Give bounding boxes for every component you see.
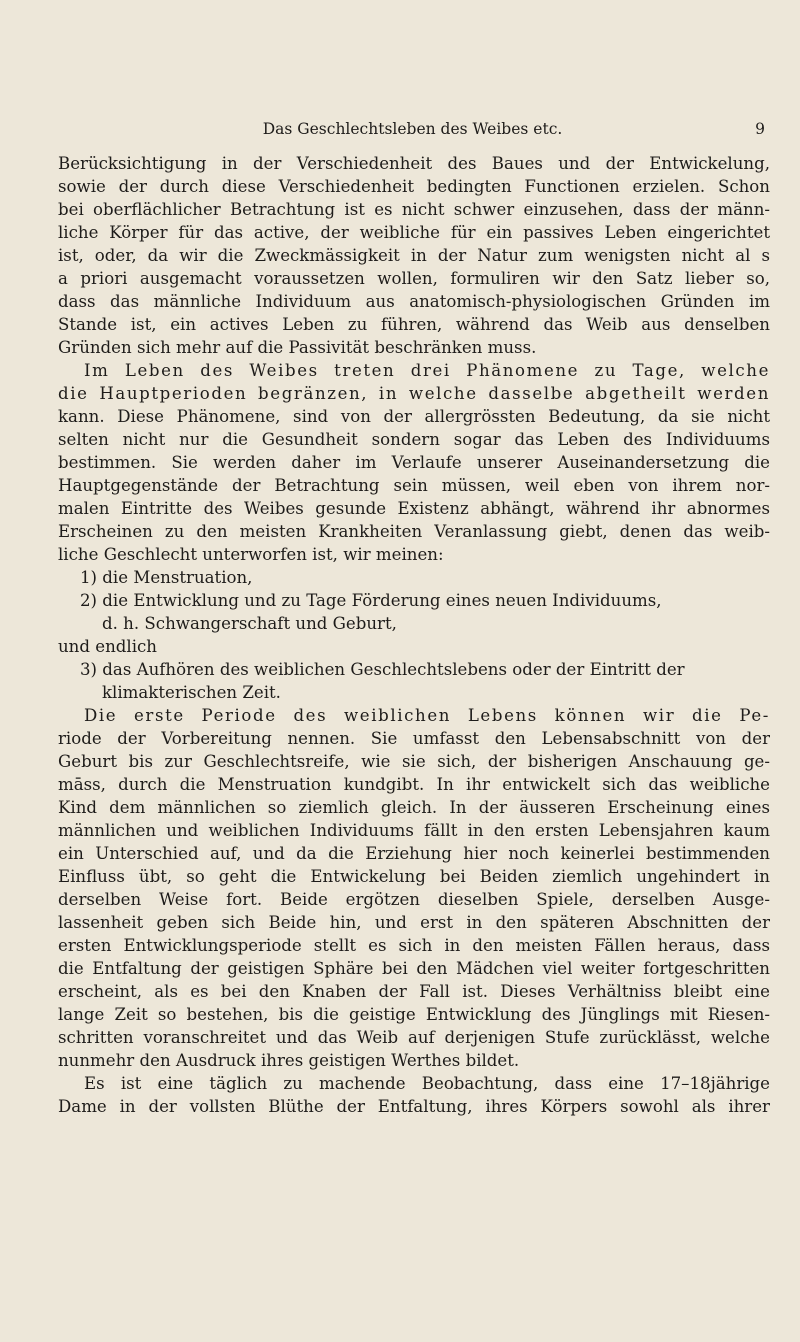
text-line: derselben Weise fort. Beide ergötzen dieselben Spiele, derselben Ausge- xyxy=(58,890,770,909)
text-line: Die erste Periode des weiblichen Lebens können wir die Pe- xyxy=(84,706,770,725)
text-line: sowie der durch diese Verschiedenheit bedingten Functionen erzielen. Schon xyxy=(58,177,770,196)
body-text xyxy=(58,152,770,1118)
list-item-continuation: d. h. Schwangerschaft und Geburt, xyxy=(102,614,397,633)
text-line: ersten Entwicklungsperiode stellt es sich in den meisten Fällen heraus, dass xyxy=(58,936,770,955)
text-line: schritten voranschreitet und das Weib auf derjenigen Stufe zurücklässt, welche xyxy=(58,1028,770,1047)
list-item: 2) die Entwicklung und zu Tage Förderung eines neuen Individuums, xyxy=(80,591,662,610)
text-line: Berücksichtigung in der Verschiedenheit des Baues und der Entwickelung, xyxy=(58,154,770,173)
text-line: Kind dem männlichen so ziemlich gleich. In der äusseren Erscheinung eines xyxy=(58,798,770,817)
text-line: die Entfaltung der geistigen Sphäre bei den Mädchen viel weiter fortgeschritten xyxy=(58,959,770,978)
text-line: riode der Vorbereitung nennen. Sie umfasst den Lebensabschnitt von der xyxy=(58,729,770,748)
text-line: und endlich xyxy=(58,637,157,656)
text-line: Hauptgegenstände der Betrachtung sein müssen, weil eben von ihrem nor- xyxy=(58,476,770,495)
text-line: männlichen und weiblichen Individuums fällt in den ersten Lebensjahren kaum xyxy=(58,821,770,840)
list-item-continuation: klimakterischen Zeit. xyxy=(102,683,281,702)
text-line: liche Geschlecht unterworfen ist, wir meinen: xyxy=(58,545,444,564)
text-line: Stande ist, ein actives Leben zu führen, während das Weib aus denselben xyxy=(58,315,770,334)
text-line: selten nicht nur die Gesundheit sondern sogar das Leben des Individuums xyxy=(58,430,770,449)
text-line: Gründen sich mehr auf die Passivität beschränken muss. xyxy=(58,338,537,357)
text-line: Dame in der vollsten Blüthe der Entfaltung, ihres Körpers sowohl als ihrer xyxy=(58,1097,770,1116)
page-number: 9 xyxy=(755,120,765,138)
text-line: Erscheinen zu den meisten Krankheiten Veranlassung giebt, denen das weib- xyxy=(58,522,770,541)
text-line: kann. Diese Phänomene, sind von der allergrössten Bedeutung, da sie nicht xyxy=(58,407,770,426)
text-line: Einfluss übt, so geht die Entwickelung bei Beiden ziemlich ungehindert in xyxy=(58,867,770,886)
text-line: malen Eintritte des Weibes gesunde Existenz abhängt, während ihr abnormes xyxy=(58,499,770,518)
text-line: Es ist eine täglich zu machende Beobachtung, dass eine 17–18jährige xyxy=(84,1074,770,1093)
text-line: Im Leben des Weibes treten drei Phänomene zu Tage, welche xyxy=(84,361,770,380)
text-line: liche Körper für das active, der weibliche für ein passives Leben eingerichtet xyxy=(58,223,770,242)
text-line: nunmehr den Ausdruck ihres geistigen Werthes bildet. xyxy=(58,1051,520,1070)
text-line: erscheint, als es bei den Knaben der Fall ist. Dieses Verhältniss bleibt eine xyxy=(58,982,770,1001)
running-head xyxy=(60,120,765,144)
text-line: dass das männliche Individuum aus anatomisch-physiologischen Gründen im xyxy=(58,292,770,311)
running-title: Das Geschlechtsleben des Weibes etc. xyxy=(262,120,563,138)
text-line: ist, oder, da wir die Zweckmässigkeit in der Natur zum wenigsten nicht al s xyxy=(58,246,770,265)
text-line: bei oberflächlicher Betrachtung ist es nicht schwer einzusehen, dass der männ- xyxy=(58,200,770,219)
text-line: a priori ausgemacht voraussetzen wollen, formuliren wir den Satz lieber so, xyxy=(58,269,770,288)
text-line: māss, durch die Menstruation kundgibt. In ihr entwickelt sich das weibliche xyxy=(58,775,770,794)
list-item: 1) die Menstruation, xyxy=(80,568,253,587)
list-item: 3) das Aufhören des weiblichen Geschlechtslebens oder der Eintritt der xyxy=(80,660,685,679)
text-line: bestimmen. Sie werden daher im Verlaufe unserer Auseinandersetzung die xyxy=(58,453,770,472)
text-line: lassenheit geben sich Beide hin, und erst in den späteren Abschnitten der xyxy=(58,913,770,932)
text-line: ein Unterschied auf, und da die Erziehung hier noch keinerlei bestimmenden xyxy=(58,844,770,863)
text-line: lange Zeit so bestehen, bis die geistige Entwicklung des Jünglings mit Riesen- xyxy=(58,1005,770,1024)
text-line: Geburt bis zur Geschlechtsreife, wie sie sich, der bisherigen Anschauung ge- xyxy=(58,752,770,771)
text-line: die Hauptperioden begränzen, in welche dasselbe abgetheilt werden xyxy=(58,384,770,403)
